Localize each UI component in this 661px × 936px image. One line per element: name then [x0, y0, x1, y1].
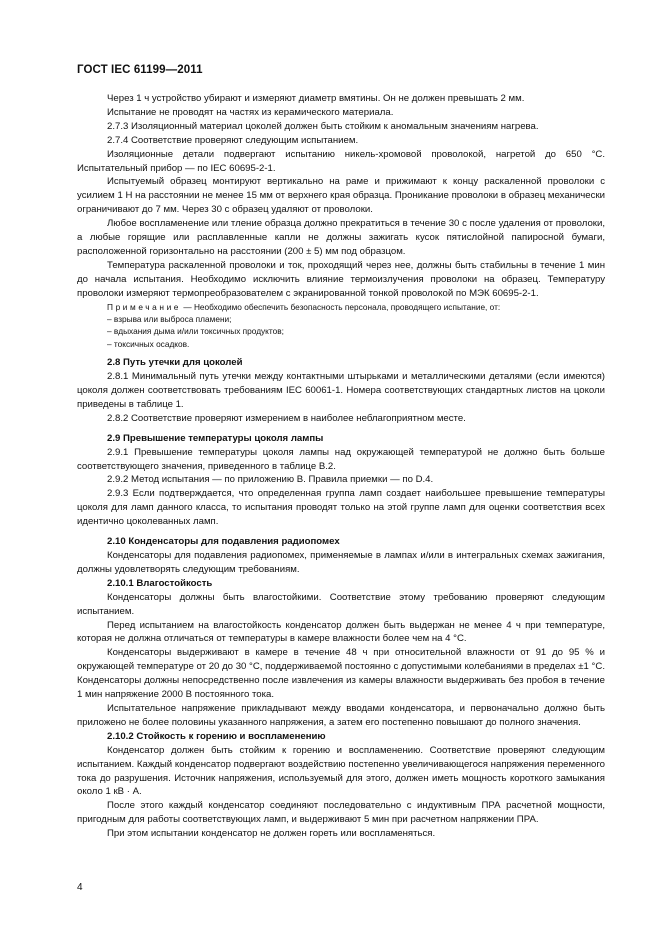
paragraph: После этого каждый конденсатор соединяют последовательно с индуктивным ПРА расчетной мощности, пригодным для работы соответствующих ламп, и выдерживают 5 мин при расчетном напряжении ПРА. [77, 800, 605, 826]
paragraph: Конденсатор должен быть стойким к горению и воспламенению. Соответствие проверяют следующим испытанием. Каждый конденсатор подвергают воздействию постепенно увеличивающегося напряжения переменного тока до разрушения. Источник напряжения, используемый для этого, должен иметь мощность короткого замыкания около 1 кВ · А. [77, 744, 605, 798]
paragraph: Перед испытанием на влагостойкость конденсатор должен быть выдержан не менее 4 ч при температуре, которая не должна отличаться от температуры в камере влажности более чем на 4 °С. [77, 619, 605, 645]
paragraph: 2.9.3 Если подтверждается, что определенная группа ламп создает наибольшее превышение температуры цоколя для ламп данного класса, то испытания проводят только на этой группе ламп для оценки соответствия всех идентично цоколеванных ламп. [77, 488, 605, 528]
note [77, 301, 605, 313]
paragraph: Температура раскаленной проволоки и ток, проходящий через нее, должны быть стабильны в течение 1 мин до начала испытания. Необходимо исключить влияние термоизлучения проволоки на образец. Температуру проволоки измеряют термопреобразователем с экранированной тонкой проволокой по МЭК 60695-2-1. [77, 259, 605, 299]
paragraph: Конденсаторы выдерживают в камере в течение 48 ч при относительной влажности от 91 до 95 % и окружающей температуре от 20 до 30 °С, поддерживаемой постоянно с допустимыми колебаниями в пределах ±1 °С. Конденсаторы должны непосредственно после извлечения из камеры влажности выдерживать без пробоя в течение 1 мин напряжение 2000 В постоянного тока. [77, 647, 605, 701]
paragraph: 2.9.1 Превышение температуры цоколя лампы над окружающей температурой не должно быть больше соответствующего значения, приведенного в таблице В.2. [77, 446, 605, 472]
paragraph: 2.7.3 Изоляционный материал цоколей должен быть стойким к аномальным значениям нагрева. [107, 120, 539, 132]
document-body [77, 92, 605, 841]
section-heading: 2.8 Путь утечки для цоколей [107, 357, 243, 369]
note-text: — Необходимо обеспечить безопасность персонала, проводящего испытание, от: [181, 301, 501, 312]
paragraph: Изоляционные детали подвергают испытанию никель-хромовой проволокой, нагретой до 650 °С. Испытательный прибор — по IEC 60695-2-1. [77, 148, 605, 174]
document-header: ГОСТ IEC 61199—2011 [77, 64, 203, 76]
paragraph: Конденсаторы для подавления радиопомех, применяемые в лампах и/или в интегральных схемах зажигания, должны удовлетворять следующим требованиям. [77, 550, 605, 575]
note-item: – вдыхания дыма и/или токсичных продуктов; [107, 326, 284, 337]
paragraph: 2.9.2 Метод испытания — по приложению В. Правила приемки — по D.4. [107, 474, 434, 486]
note-item: – токсичных осадков. [107, 338, 190, 349]
paragraph: Испытательное напряжение прикладывают между вводами конденсатора, и первоначально должно быть приложено не более половины указанного напряжения, а затем его постепенно повышают до полного значения. [77, 702, 605, 728]
paragraph: Любое воспламенение или тление образца должно прекратиться в течение 30 с после удаления от проволоки, а любые горящие или расплавленные капли не должны зажигать кусок пятислойной папиросной бумаги, расположенной горизонтально на расстоянии (200 ± 5) мм под образцом. [77, 218, 605, 257]
paragraph: 2.7.4 Соответствие проверяют следующим испытанием. [107, 134, 359, 146]
paragraph: 2.8.2 Соответствие проверяют измерением в наиболее неблагоприятном месте. [107, 412, 466, 424]
note-label: Примечание [107, 301, 182, 312]
paragraph: При этом испытании конденсатор не должен гореть или воспламеняться. [107, 828, 436, 840]
subsection-heading: 2.10.1 Влагостойкость [107, 577, 213, 589]
paragraph: Испытуемый образец монтируют вертикально на раме и прижимают к концу раскаленной проволоки с усилием 1 Н на расстоянии не менее 15 мм от верхнего края образца. Проникание проволоки в образец механически ограничивают до 7 мм. Через 30 с образец удаляют от проволоки. [77, 176, 605, 216]
section-heading: 2.9 Превышение температуры цоколя лампы [107, 432, 324, 444]
note-item: – взрыва или выброса пламени; [107, 314, 232, 324]
section-heading: 2.10 Конденсаторы для подавления радиопомех [107, 536, 340, 548]
paragraph: 2.8.1 Минимальный путь утечки между контактными штырьками и металлическими деталями (если имеются) цоколя должен соответствовать требованиям IEC 60061-1. Номера соответствующих стандартных листов на цоколи приведены в таблице 1. [77, 371, 605, 410]
paragraph: Через 1 ч устройство убирают и измеряют диаметр вмятины. Он не должен превышать 2 мм. [107, 93, 525, 104]
subsection-heading: 2.10.2 Стойкость к горению и воспламенению [107, 730, 326, 742]
paragraph: Испытание не проводят на частях из керамического материала. [107, 106, 394, 118]
page-number: 4 [77, 882, 83, 893]
paragraph: Конденсаторы должны быть влагостойкими. Соответствие этому требованию проверяют следующим испытанием. [77, 591, 605, 617]
